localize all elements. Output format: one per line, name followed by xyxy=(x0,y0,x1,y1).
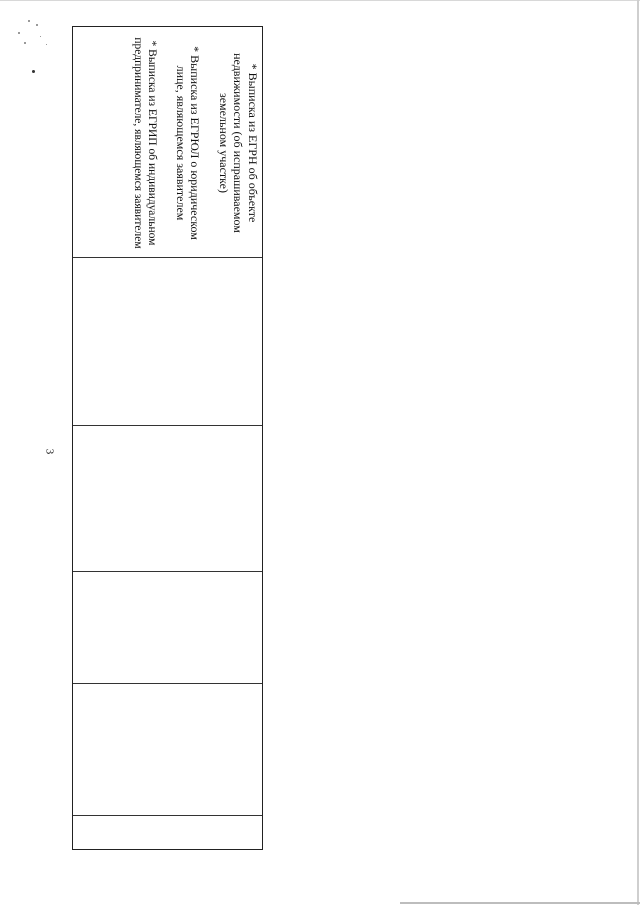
page-number: 3 xyxy=(43,448,56,455)
page-edge-top xyxy=(0,0,640,1)
table-cell-documents-list xyxy=(75,29,263,257)
list-item: * Выписка из ЕГРН об объекте недвижимости (об испрашиваемом земельном участке) xyxy=(217,53,260,233)
page-edge-right xyxy=(637,0,639,905)
row-divider xyxy=(73,815,262,816)
scan-specks xyxy=(10,18,60,88)
row-divider xyxy=(73,571,262,572)
list-item: * Выписка из ЕГРЮЛ о юридическом лице, являющемся заявителем xyxy=(174,46,203,240)
row-divider xyxy=(73,425,262,426)
row-divider xyxy=(73,683,262,684)
page-edge-bottom xyxy=(400,902,640,904)
row-divider xyxy=(73,257,262,258)
list-item: * Выписка из ЕГРИП об индивидуальном предпринимателе, являющемся заявителем xyxy=(132,37,159,249)
document-table xyxy=(72,26,263,850)
